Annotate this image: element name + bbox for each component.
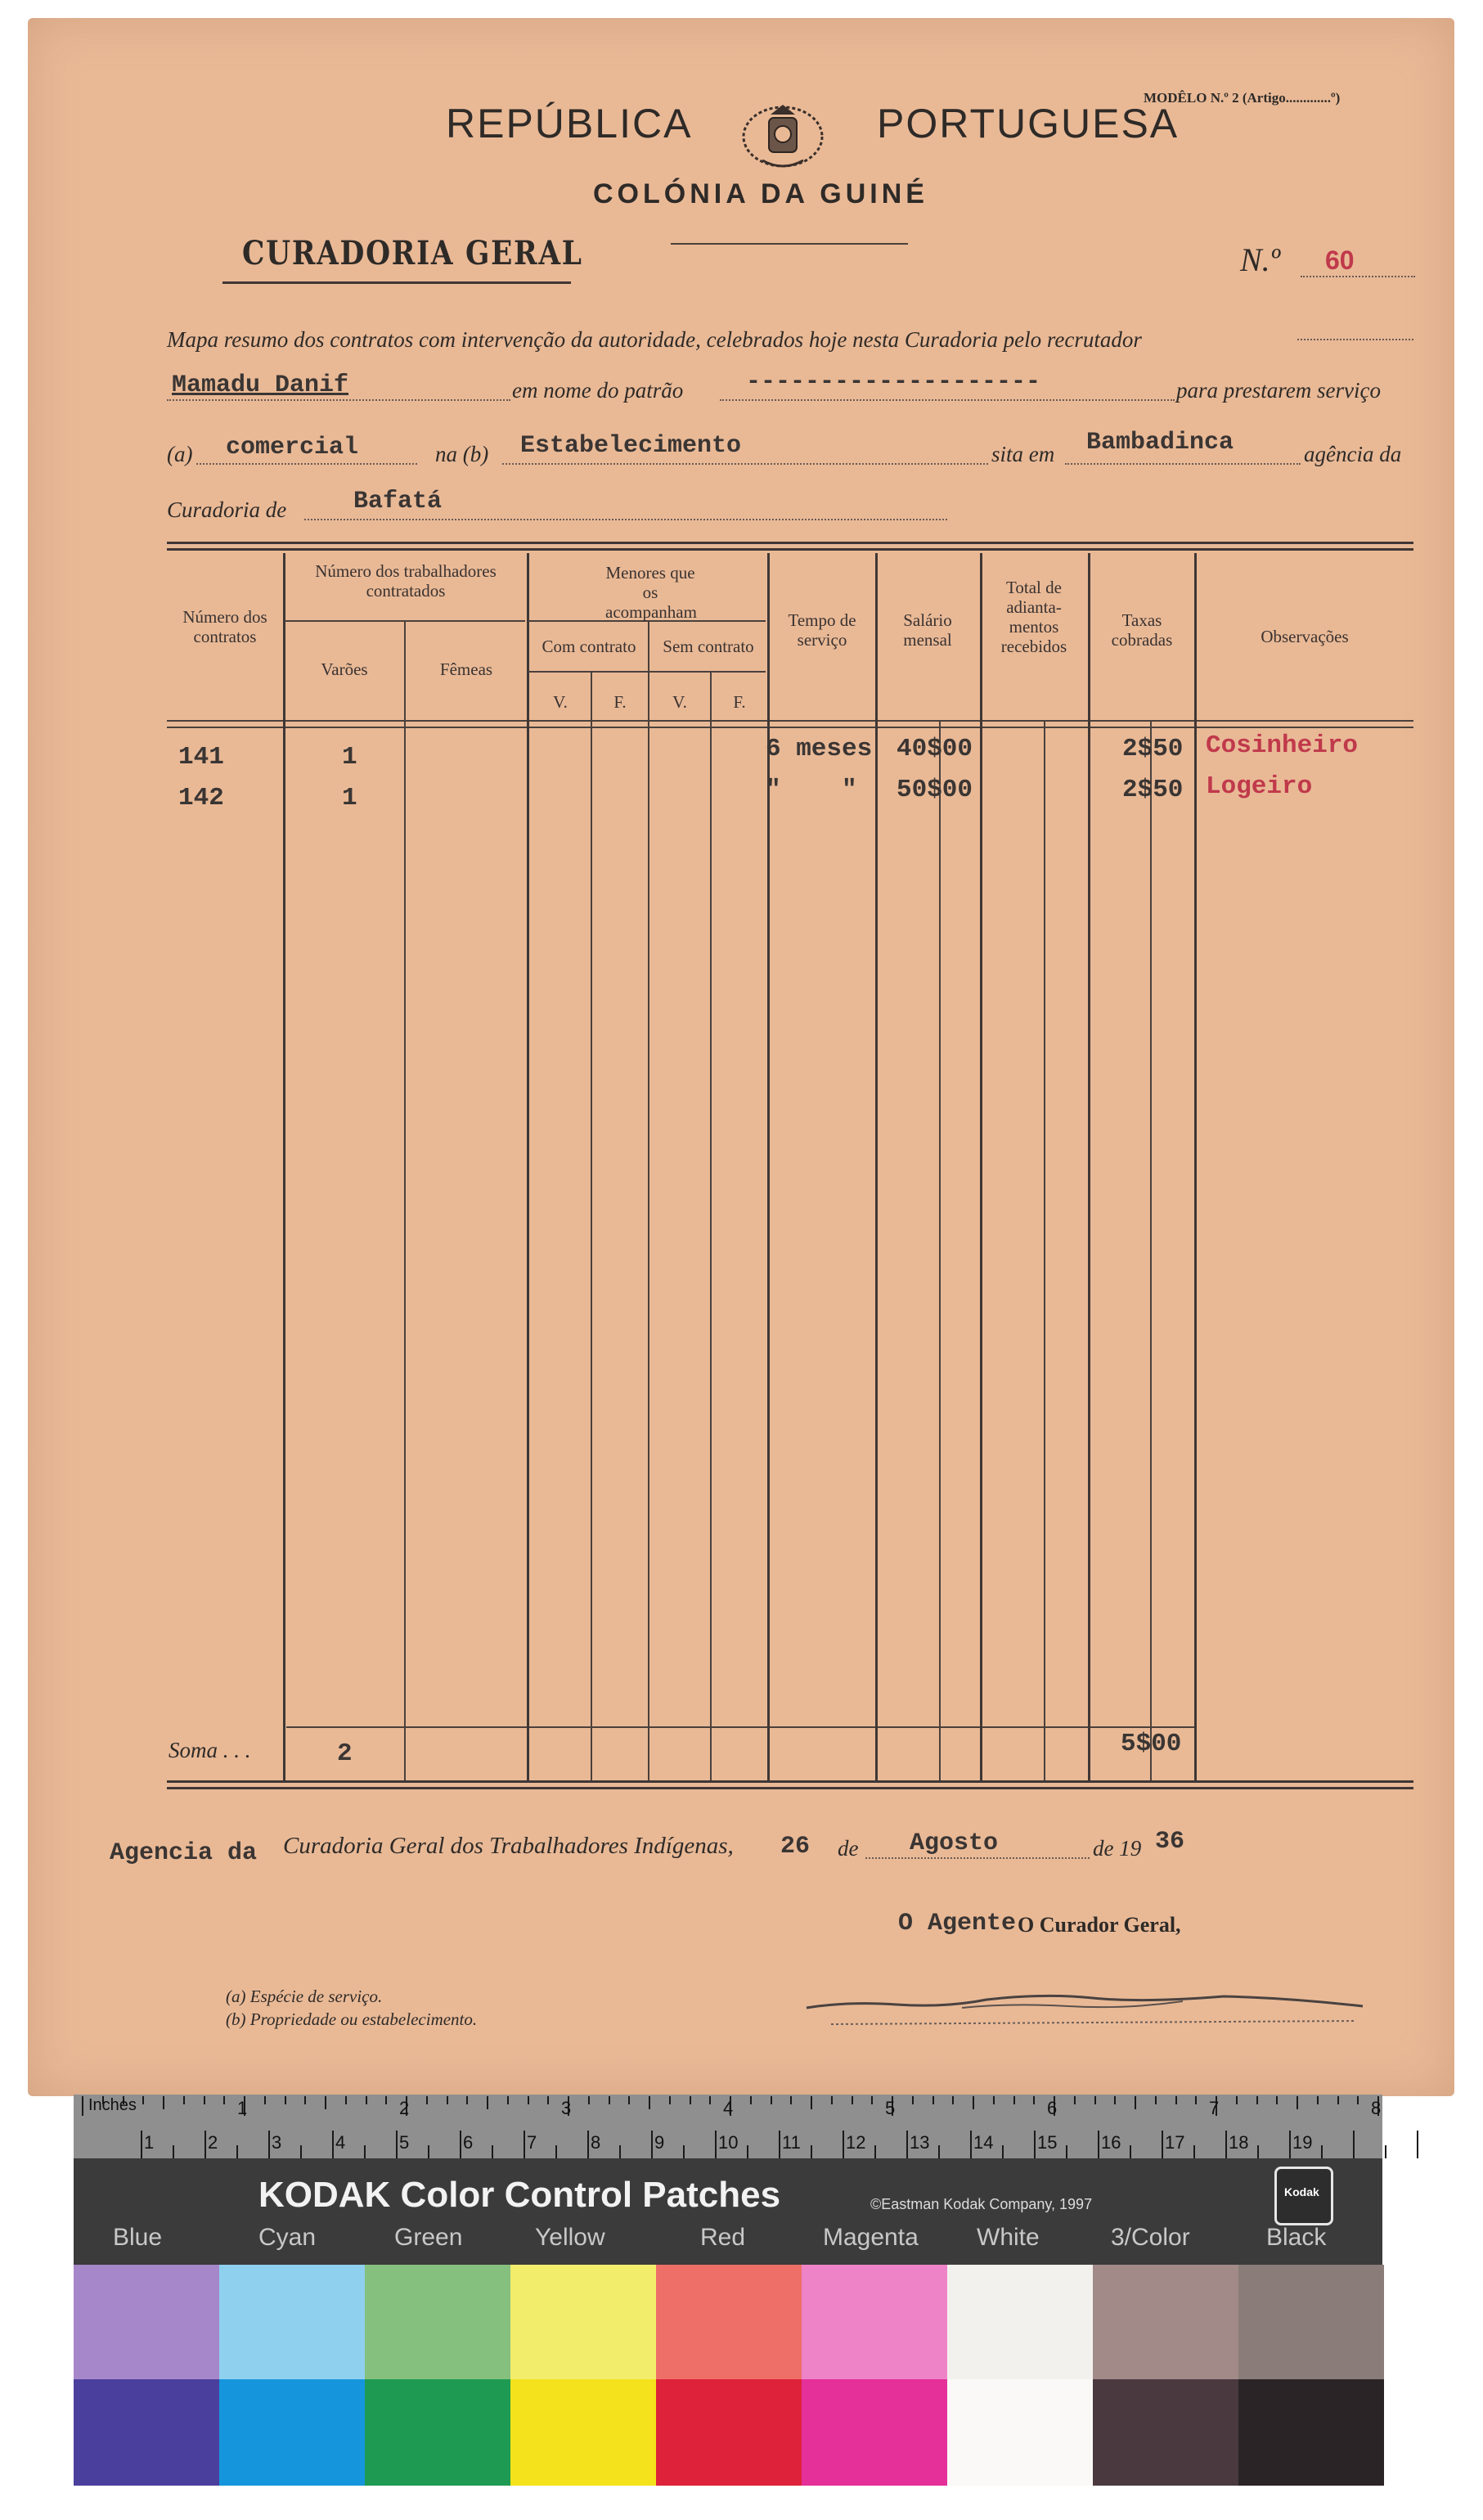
ruler-inch-tick <box>1195 2096 1197 2104</box>
ruler-inch-tick <box>163 2096 164 2109</box>
ruler-cm-tick <box>811 2145 812 2158</box>
ruler-cm-tick <box>1130 2145 1131 2158</box>
ruler-cm-tick <box>141 2131 142 2158</box>
agency-prefix: Agencia da <box>110 1839 258 1867</box>
inches-label: Inches <box>88 2096 137 2114</box>
ruler-cm-number: 2 <box>208 2132 218 2153</box>
sum-fees: 5$00 <box>1121 1730 1182 1758</box>
ruler-inch-tick <box>1155 2096 1157 2104</box>
ruler-inch-number: 2 <box>399 2098 410 2118</box>
ruler-cm-tick <box>1321 2145 1323 2158</box>
ruler-inch-tick <box>588 2096 590 2104</box>
ruler-inch-tick <box>790 2096 792 2104</box>
ruler-cm-tick <box>492 2145 493 2158</box>
patron-name: -------------------- <box>746 368 1041 396</box>
date-year: 36 <box>1155 1828 1185 1856</box>
ruler-inch-tick <box>426 2096 428 2104</box>
ruler-inch-tick <box>1357 2096 1359 2104</box>
col-header-with-contract: Com contrato <box>542 637 636 656</box>
ruler-inch-tick <box>952 2096 954 2104</box>
ruler-inch-number: 6 <box>1047 2098 1058 2118</box>
ruler-inch-tick <box>204 2096 205 2104</box>
ruler-inch-tick <box>487 2096 488 2109</box>
kodak-logo <box>1274 2167 1333 2225</box>
color-patch-top <box>219 2265 365 2379</box>
ruler-cm-number: 12 <box>846 2132 866 2153</box>
ruler-inch-tick <box>1074 2096 1076 2104</box>
ruler-cm-number: 4 <box>335 2132 346 2153</box>
to-serve-label: para prestarem serviço <box>1176 378 1381 403</box>
color-patch-bottom <box>802 2379 947 2486</box>
ruler-inch-tick <box>304 2096 306 2104</box>
ruler-inch-tick <box>993 2096 995 2104</box>
location-dots <box>1065 463 1301 465</box>
ruler-inch-number: 4 <box>723 2098 734 2118</box>
ruler-cm-number: 14 <box>973 2132 994 2153</box>
ruler-inch-tick <box>385 2096 387 2104</box>
ruler-inch-tick <box>973 2096 974 2109</box>
ruler-cm-number: 10 <box>718 2132 739 2153</box>
ruler-inch-tick <box>1236 2096 1238 2104</box>
ruler-inch-tick <box>1256 2096 1258 2104</box>
color-patch-top <box>1238 2265 1384 2379</box>
patch-name: Blue <box>113 2224 163 2251</box>
ruler-cm-tick <box>619 2145 621 2158</box>
ruler-cm-tick <box>779 2131 780 2158</box>
ruler-inch-tick <box>223 2096 225 2104</box>
ruler-cm-tick <box>1162 2131 1163 2158</box>
number-prefix: N.º <box>1240 241 1281 278</box>
colony-title: COLÓNIA DA GUINÉ <box>593 178 928 209</box>
col-header-service-time: Tempo de serviço <box>788 610 856 650</box>
na-b-label: na (b) <box>435 442 489 466</box>
ruler-inch-tick <box>669 2096 671 2104</box>
agency-of-label: agência da <box>1304 442 1402 466</box>
intro-line1: Mapa resumo dos contratos com intervenção da autoridade, celebrados hoje nesta Curadoria pelo recrutador <box>167 327 1142 352</box>
ruler-inch-tick <box>447 2096 448 2104</box>
ruler-cm-number: 16 <box>1101 2132 1121 2153</box>
ruler-inch-tick <box>1337 2096 1339 2104</box>
ruler-inch-tick <box>649 2096 650 2109</box>
coat-of-arms-emblem <box>738 100 828 173</box>
republic-left: REPÚBLICA <box>446 101 693 146</box>
ruler-inch-tick <box>1114 2096 1116 2104</box>
color-patch-top <box>656 2265 802 2379</box>
ruler-cm-number: 19 <box>1292 2132 1313 2153</box>
ruler-cm-tick <box>460 2131 461 2158</box>
ruler-inch-number: 1 <box>237 2098 248 2118</box>
sum-label: Soma . . . <box>169 1738 251 1762</box>
ruler-inch-tick <box>507 2096 509 2104</box>
col-header-v1: V. <box>553 692 568 712</box>
ruler-cm-number: 17 <box>1165 2132 1185 2153</box>
ruler-inch-tick <box>1276 2096 1278 2104</box>
men-count: 1 <box>342 784 357 812</box>
service-dots <box>196 463 417 465</box>
department-title: CURADORIA GERAL <box>242 234 583 272</box>
located-label: sita em <box>991 442 1055 466</box>
ruler-cm-tick <box>683 2145 685 2158</box>
ruler-cm-tick <box>173 2145 174 2158</box>
observation: Cosinheiro <box>1206 731 1359 760</box>
ruler-cm-tick <box>364 2145 366 2158</box>
ruler-cm-tick <box>874 2145 876 2158</box>
patch-name: Magenta <box>823 2224 919 2251</box>
ruler-inch-tick <box>528 2096 529 2104</box>
col-header-without-contract: Sem contrato <box>663 637 754 656</box>
ruler-cm-number: 5 <box>399 2132 410 2153</box>
patch-name: Yellow <box>535 2224 605 2251</box>
ruler-inch-tick <box>345 2096 347 2104</box>
curadoria-de-label: Curadoria de <box>167 497 287 522</box>
color-patch-top <box>1093 2265 1238 2379</box>
kodak-title: KODAK Color Control Patches <box>258 2175 781 2215</box>
ruler-inch-tick <box>912 2096 914 2104</box>
color-patch-bottom <box>947 2379 1093 2486</box>
color-patch-bottom <box>1093 2379 1238 2486</box>
ruler-inch-tick <box>852 2096 853 2104</box>
service-type: comercial <box>226 434 359 461</box>
ruler-cm-number: 9 <box>654 2132 665 2153</box>
ruler-cm-tick <box>300 2145 302 2158</box>
sum-men: 2 <box>337 1739 353 1768</box>
men-count: 1 <box>342 743 357 772</box>
col-header-men: Varões <box>321 659 368 679</box>
ruler-inch-tick <box>628 2096 630 2104</box>
patch-name: 3/Color <box>1111 2224 1190 2251</box>
date-de2: de 19 <box>1093 1836 1142 1861</box>
ruler-inch-tick <box>1297 2096 1298 2109</box>
ruler-inch-number: 5 <box>885 2098 896 2118</box>
ruler-cm-tick <box>970 2131 972 2158</box>
ruler-inch-tick <box>1175 2096 1177 2104</box>
salary: 50$00 <box>897 776 973 804</box>
ruler-cm-number: 1 <box>144 2132 155 2153</box>
ruler-cm-tick <box>938 2145 940 2158</box>
ruler-cm-tick <box>1353 2131 1355 2158</box>
ruler-inch-tick <box>831 2096 833 2104</box>
ruler-cm-number: 7 <box>527 2132 537 2153</box>
ruler-cm-tick <box>715 2131 717 2158</box>
ruler-cm-tick <box>236 2145 238 2158</box>
ruler-cm-tick <box>1193 2145 1195 2158</box>
establishment: Estabelecimento <box>520 432 742 460</box>
agency-text: Curadoria Geral dos Trabalhadores Indígenas, <box>283 1833 734 1859</box>
ruler-inch-tick <box>771 2096 772 2104</box>
ruler-inch-tick <box>609 2096 610 2104</box>
signature <box>798 1983 1371 2041</box>
ruler-inch-tick <box>871 2096 873 2104</box>
ruler-cm-tick <box>1034 2131 1036 2158</box>
ruler-cm-number: 3 <box>272 2132 282 2153</box>
ruler-inch-number: 7 <box>1209 2098 1220 2118</box>
ruler-cm-number: 6 <box>463 2132 474 2153</box>
republic-right: PORTUGUESA <box>877 101 1180 146</box>
col-header-salary: Salário mensal <box>903 610 952 650</box>
recruiter-name: Mamadu Danif <box>172 371 349 399</box>
contract-number: 142 <box>178 784 224 812</box>
col-header-f2: F. <box>733 692 746 712</box>
col-header-workers: Número dos trabalhadores contratados <box>315 561 497 601</box>
ruler-cm-tick <box>843 2131 844 2158</box>
patron-dots <box>720 399 1175 401</box>
col-header-notes: Observações <box>1261 627 1349 646</box>
ruler-cm-tick <box>906 2131 908 2158</box>
patch-name: Black <box>1266 2224 1327 2251</box>
col-header-advances: Total de adianta- mentos recebidos <box>1000 578 1067 656</box>
color-patch-bottom <box>1238 2379 1384 2486</box>
col-header-minors: Menores que os acompanham <box>605 563 697 622</box>
ruler-inch-tick <box>142 2096 144 2104</box>
ruler-inch-tick <box>183 2096 185 2104</box>
service-time: 6 meses <box>766 735 873 763</box>
color-patch-bottom <box>219 2379 365 2486</box>
ruler-inch-tick <box>264 2096 266 2104</box>
patch-name: Cyan <box>258 2224 317 2251</box>
curadoria-place: Bafatá <box>353 488 443 515</box>
color-patch-bottom <box>365 2379 510 2486</box>
a-label: (a) <box>167 442 193 466</box>
color-patch-top <box>510 2265 656 2379</box>
intro-line1-dots <box>1297 339 1413 340</box>
footnote-a: (a) Espécie de serviço. <box>226 1987 383 2006</box>
ruler-cm-tick <box>1225 2131 1227 2158</box>
color-patch-top <box>365 2265 510 2379</box>
curadoria-dots <box>304 519 947 520</box>
establishment-dots <box>502 463 988 465</box>
ruler-cm-tick <box>1417 2131 1418 2158</box>
ruler-inch-tick <box>1135 2096 1136 2109</box>
fees: 2$50 <box>1122 735 1184 763</box>
ruler-inch-tick <box>547 2096 549 2104</box>
ruler-inch-tick <box>325 2096 326 2109</box>
ruler-cm-tick <box>1066 2145 1067 2158</box>
ruler-cm-tick <box>1098 2131 1099 2158</box>
fees: 2$50 <box>1122 776 1184 804</box>
ruler-cm-tick <box>1002 2145 1004 2158</box>
kodak-copyright: ©Eastman Kodak Company, 1997 <box>870 2196 1093 2212</box>
col-header-v2: V. <box>672 692 687 712</box>
ruler-inch-tick <box>366 2096 367 2104</box>
ruler-inch-tick <box>932 2096 934 2104</box>
ruler-cm-number: 13 <box>910 2132 930 2153</box>
month-dots <box>865 1857 1090 1859</box>
signer-printed: O Curador Geral, <box>1018 1913 1181 1937</box>
patch-name: White <box>977 2224 1040 2251</box>
ruler-cm-tick <box>396 2131 398 2158</box>
patch-name: Green <box>394 2224 463 2251</box>
color-patch-bottom <box>656 2379 802 2486</box>
ruler-cm-tick <box>268 2131 270 2158</box>
col-header-women: Fêmeas <box>439 659 493 679</box>
ruler-cm-tick <box>651 2131 653 2158</box>
ruler-inch-tick <box>1033 2096 1035 2104</box>
ruler-inch-number: 3 <box>561 2098 572 2118</box>
recruiter-dots <box>167 399 510 401</box>
ruler-cm-number: 15 <box>1037 2132 1058 2153</box>
ornament-rule <box>671 243 908 245</box>
date-day: 26 <box>780 1833 811 1861</box>
observation: Logeiro <box>1206 772 1313 801</box>
ruler-cm-tick <box>587 2131 589 2158</box>
col-header-fees: Taxas cobradas <box>1111 610 1173 650</box>
color-patch-top <box>74 2265 219 2379</box>
ruler-inch-tick <box>690 2096 691 2104</box>
signer-typed: O Agente <box>898 1910 1017 1937</box>
ruler-inch-tick <box>1317 2096 1319 2104</box>
ruler-inch-tick <box>1094 2096 1096 2104</box>
ruler-inch-tick <box>1013 2096 1015 2104</box>
color-patch-top <box>947 2265 1093 2379</box>
service-time: " " <box>766 776 857 804</box>
ruler-inch-tick <box>811 2096 812 2109</box>
ruler-inch-tick <box>285 2096 286 2104</box>
col-header-f1: F. <box>613 692 627 712</box>
ruler-inch-number: 8 <box>1371 2098 1382 2118</box>
date-de1: de <box>838 1836 859 1861</box>
department-underline <box>222 281 571 284</box>
patch-name: Red <box>700 2224 746 2251</box>
salary: 40$00 <box>897 735 973 763</box>
ruler-inch-tick <box>750 2096 752 2104</box>
footnote-b: (b) Propriedade ou estabelecimento. <box>226 2009 478 2029</box>
document-number: 60 <box>1301 245 1415 277</box>
model-label: MODÊLO N.º 2 (Artigo.............º) <box>1144 90 1341 106</box>
ruler-cm-number: 11 <box>782 2132 801 2153</box>
location: Bambadinca <box>1086 429 1234 457</box>
color-patch-bottom <box>74 2379 219 2486</box>
color-patch-bottom <box>510 2379 656 2486</box>
ruler-cm-tick <box>1257 2145 1259 2158</box>
on-behalf-label: em nome do patrão <box>512 378 684 403</box>
date-month: Agosto <box>910 1829 999 1857</box>
ruler-cm-tick <box>332 2131 334 2158</box>
ruler-cm-tick <box>555 2145 557 2158</box>
ruler-cm-tick <box>1289 2131 1291 2158</box>
ruler-cm-tick <box>524 2131 525 2158</box>
ruler-cm-tick <box>1385 2145 1386 2158</box>
ruler-inch-tick <box>466 2096 468 2104</box>
kodak-logo-text: Kodak <box>1284 2185 1319 2198</box>
ruler-cm-tick <box>204 2131 206 2158</box>
ruler-cm-number: 8 <box>591 2132 601 2153</box>
ruler-inch-tick <box>709 2096 711 2104</box>
ruler-cm-tick <box>747 2145 748 2158</box>
ruler-cm-number: 18 <box>1229 2132 1249 2153</box>
color-patch-top <box>802 2265 947 2379</box>
ruler-cm-tick <box>428 2145 429 2158</box>
col-header-contract-number: Número dos contratos <box>182 607 267 646</box>
contract-number: 141 <box>178 743 224 772</box>
ruler-inch-tick <box>82 2096 83 2116</box>
